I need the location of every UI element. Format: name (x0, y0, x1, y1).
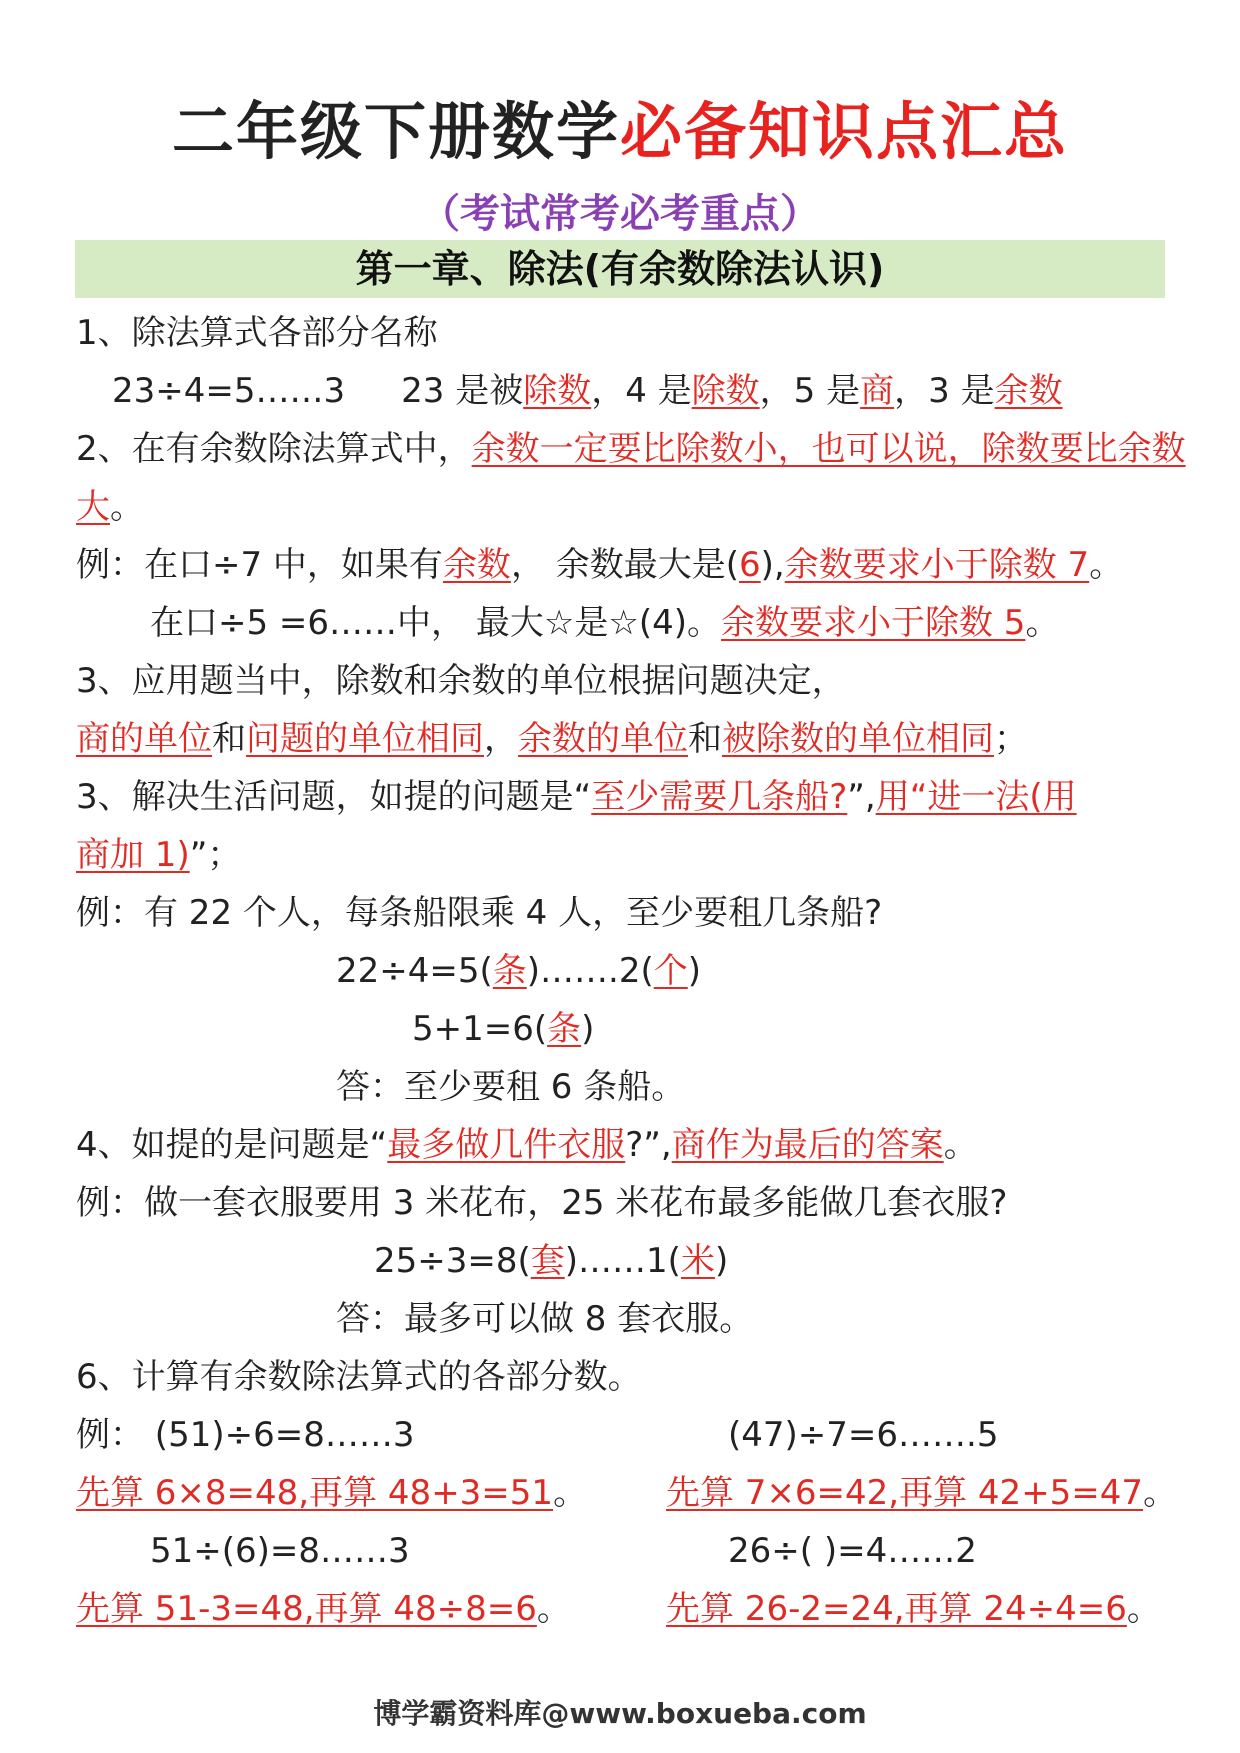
s3b-answer: 用“进一法(用 (875, 777, 1077, 817)
s2-example-1 (76, 544, 1123, 586)
s3b-calc-2 (412, 1008, 594, 1050)
s2-rule: 余数一定要比除数小，也可以说，除数要比余数 (471, 429, 1186, 469)
s4-answer: 商作为最后的答案 (671, 1125, 944, 1165)
s2-ex-text: ), (760, 545, 785, 585)
s2-ex-text: 在口÷5 =6……中， 最大☆是☆(4)。 (150, 603, 721, 643)
s2-ex-answer: 余数要求小于除数 5 (720, 603, 1026, 643)
section-3b-line-2 (76, 834, 241, 876)
section-3b-line (76, 776, 1077, 818)
s2-ex-answer: 余数 (442, 545, 511, 585)
s4-answer-line: 答：最多可以做 8 套衣服。 (336, 1299, 754, 1339)
page-title (0, 82, 1240, 171)
s3-text: ， (484, 719, 518, 759)
s4-example: 例：做一套衣服要用 3 米花布，25 米花布最多能做几套衣服? (76, 1183, 1008, 1223)
calc-text: ) (714, 1241, 729, 1281)
s2-rule: 大 (76, 487, 110, 527)
s3-text: ； (994, 719, 1028, 759)
s1-text: ，4 是 (591, 371, 692, 411)
calc-text: 22÷4=5( (336, 951, 493, 991)
s3b-example: 例：有 22 个人，每条船限乘 4 人，至少要租几条船? (76, 893, 883, 933)
calc-text: )……1( (564, 1241, 681, 1281)
s3-answer: 商的单位 (76, 719, 212, 759)
s3b-answer: 商加 1) (76, 835, 190, 875)
calc-unit: 米 (680, 1241, 715, 1281)
s4-answer: 最多做几件衣服 (387, 1125, 626, 1165)
calc-unit: 套 (530, 1241, 565, 1281)
s6-solution2-left (76, 1588, 571, 1630)
s3b-text: ”, (847, 777, 876, 817)
calc-text: )…….2( (526, 951, 654, 991)
s6-solution-left (76, 1472, 587, 1514)
s3b-calc-1 (336, 950, 701, 992)
section-6-heading: 6、计算有余数除法算式的各部分数。 (76, 1357, 642, 1397)
calc-unit: 条 (492, 951, 527, 991)
calc-text: 5+1=6( (412, 1009, 548, 1049)
title-red: 必备知识点汇总 (620, 95, 1069, 168)
s3-text: 和 (688, 719, 722, 759)
s3b-heading: 3、解决生活问题，如提的问题是“ (76, 777, 592, 817)
calc-unit: 条 (547, 1009, 582, 1049)
s3b-answer-line: 答：至少要租 6 条船。 (336, 1067, 686, 1107)
s6-solution2-right (666, 1588, 1161, 1630)
footer-watermark: 博学霸资料库@www.boxueba.com (373, 1697, 867, 1730)
calc-text: ) (581, 1009, 595, 1049)
s4-text: ?”, (625, 1125, 672, 1165)
s3-answer: 余数的单位 (518, 719, 688, 759)
calc-text: 25÷3=8( (374, 1241, 531, 1281)
s6-example-right: (47)÷7=6…….5 (728, 1415, 999, 1455)
s1-answer: 余数 (994, 371, 1063, 411)
s2-ex-answer: 余数要求小于除数 7 (784, 545, 1090, 585)
s4-heading: 4、如提的是问题是“ (76, 1125, 388, 1165)
s6-example2-left: 51÷(6)=8……3 (150, 1531, 410, 1571)
section-2-line (76, 428, 1186, 470)
section-4-line (76, 1124, 978, 1166)
s1-answer: 除数 (523, 371, 592, 411)
s2-ex-text: 。 (1089, 545, 1124, 585)
s4-calc (374, 1240, 728, 1282)
chapter-heading: 第一章、除法(有余数除法认识) (75, 240, 1165, 298)
calc-text: ) (687, 951, 702, 991)
s2-ex-text: 。 (1025, 603, 1060, 643)
page-subtitle: （考试常考必考重点） (420, 191, 820, 237)
s2-example-2 (150, 602, 1059, 644)
s6-solution: 先算 26-2=24,再算 24÷4=6 (666, 1589, 1127, 1629)
s6-dot: 。 (1126, 1589, 1161, 1629)
s3-answer: 问题的单位相同 (246, 719, 484, 759)
section-1-line (112, 370, 1063, 412)
s2-ex-text: ， 余数最大是( (510, 545, 740, 585)
s6-solution: 先算 7×6=42,再算 42+5=47 (666, 1473, 1144, 1513)
title-black: 二年级下册数学 (171, 95, 620, 168)
s1-text: ，5 是 (759, 371, 861, 411)
section-3-rule (76, 718, 1028, 760)
s3b-text: ”； (189, 835, 242, 875)
section-1-heading: 1、除法算式各部分名称 (76, 313, 438, 353)
s1-text: ，3 是 (894, 371, 995, 411)
section-3-heading: 3、应用题当中，除数和余数的单位根据问题决定， (76, 661, 846, 701)
s1-answer: 商 (860, 371, 895, 411)
s2-end: 。 (110, 487, 144, 527)
s6-solution: 先算 51-3=48,再算 48÷8=6 (76, 1589, 537, 1629)
section-2-line-2 (76, 486, 144, 528)
s6-dot: 。 (536, 1589, 571, 1629)
s2-ex-text: 例：在口÷7 中，如果有 (76, 545, 443, 585)
s6-dot: 。 (553, 1473, 588, 1513)
s3-answer: 被除数的单位相同 (722, 719, 994, 759)
s6-solution: 先算 6×8=48,再算 48+3=51 (76, 1473, 554, 1513)
s2-heading: 2、在有余数除法算式中， (76, 429, 472, 469)
s6-example-left: 例： (51)÷6=8……3 (76, 1415, 415, 1455)
calc-unit: 个 (653, 951, 688, 991)
s6-example2-right: 26÷( )=4……2 (728, 1531, 977, 1571)
s3b-answer: 至少需要几条船? (591, 777, 848, 817)
s2-ex-answer: 6 (739, 545, 761, 585)
s6-solution-right (666, 1472, 1177, 1514)
s6-dot: 。 (1143, 1473, 1178, 1513)
s1-text: 23 是被 (401, 371, 524, 411)
s3-text: 和 (212, 719, 246, 759)
s1-equation: 23÷4=5……3 (112, 371, 346, 411)
s1-answer: 除数 (691, 371, 760, 411)
s4-text: 。 (943, 1125, 978, 1165)
